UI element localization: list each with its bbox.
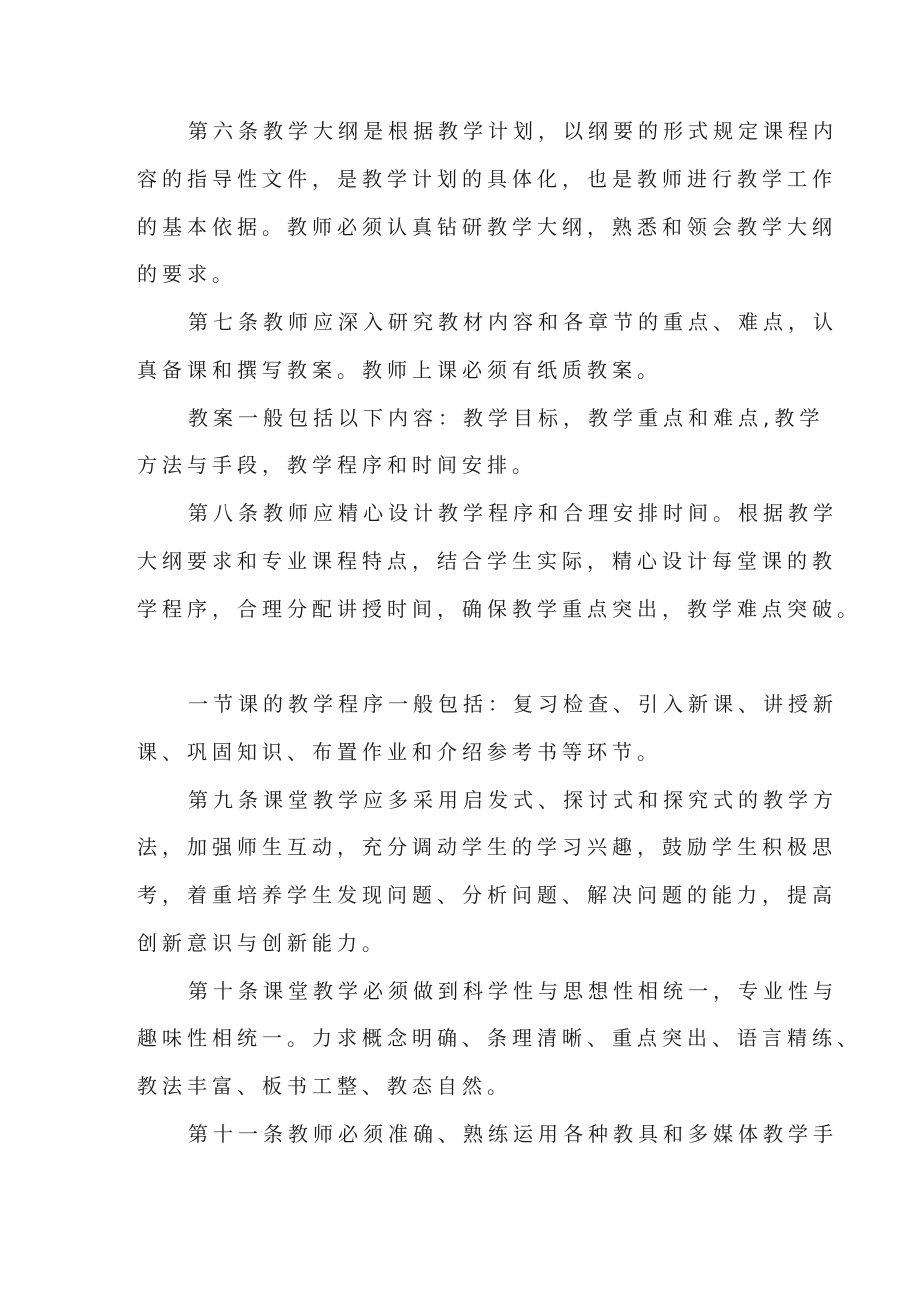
paragraph-line: 第十条课堂教学必须做到科学性与思想性相统一，专业性与: [188, 978, 838, 1003]
paragraph-line: 第七条教师应深入研究教材内容和各章节的重点、难点，认: [188, 310, 838, 334]
paragraph-line: 真备课和撰写教案。教师上课必须有纸质教案。: [137, 357, 662, 382]
paragraph-line: 趣味性相统一。力求概念明确、条理清晰、重点突出、语言精练、: [137, 1026, 862, 1051]
paragraph-article-9: [137, 777, 838, 968]
paragraph-line: 教案一般包括以下内容：教学目标，教学重点和难点,教学: [188, 405, 825, 430]
paragraph-article-8: [137, 490, 862, 633]
paragraph-lesson-plan-contents: [137, 395, 825, 491]
document-body: [137, 108, 862, 1159]
paragraph-line: 考，着重培养学生发现问题、分析问题、解决问题的能力，提高: [137, 883, 837, 907]
paragraph-line: 方法与手段，教学程序和时间安排。: [137, 453, 537, 478]
paragraph-line: 课、巩固知识、布置作业和介绍参考书等环节。: [137, 739, 662, 764]
paragraph-line: 学程序，合理分配讲授时间，确保教学重点突出，教学难点突破。: [137, 596, 862, 621]
paragraph-line: 第六条教学大纲是根据教学计划，以纲要的形式规定课程内: [188, 119, 838, 143]
paragraph-line: 容的指导性文件，是教学计划的具体化，也是教师进行教学工作: [137, 166, 837, 191]
paragraph-line: 第十一条教师必须准确、熟练运用各种教具和多媒体教学手: [188, 1121, 838, 1146]
paragraph-lesson-procedure: [137, 681, 838, 777]
paragraph-line: 的要求。: [137, 262, 237, 287]
blank-line: [137, 633, 817, 681]
paragraph-line: 第九条课堂教学应多采用启发式、探讨式和探究式的教学方: [188, 787, 838, 812]
paragraph-line: 教法丰富、板书工整、教态自然。: [137, 1074, 512, 1098]
paragraph-line: 法，加强师生互动，充分调动学生的学习兴趣，鼓励学生积极思: [137, 835, 837, 860]
paragraph-line: 创新意识与创新能力。: [137, 930, 387, 955]
paragraph-article-7: [137, 299, 838, 395]
paragraph-line: 一节课的教学程序一般包括：复习检查、引入新课、讲授新: [188, 692, 838, 716]
paragraph-line: 大纲要求和专业课程特点，结合学生实际，精心设计每堂课的教: [137, 548, 837, 573]
paragraph-article-10: [137, 968, 862, 1111]
paragraph-article-11: [137, 1111, 838, 1159]
paragraph-line: 的基本依据。教师必须认真钻研教学大纲，熟悉和领会教学大纲: [137, 214, 837, 239]
paragraph-article-6: [137, 108, 838, 299]
paragraph-line: 第八条教师应精心设计教学程序和合理安排时间。根据教学: [188, 501, 838, 525]
